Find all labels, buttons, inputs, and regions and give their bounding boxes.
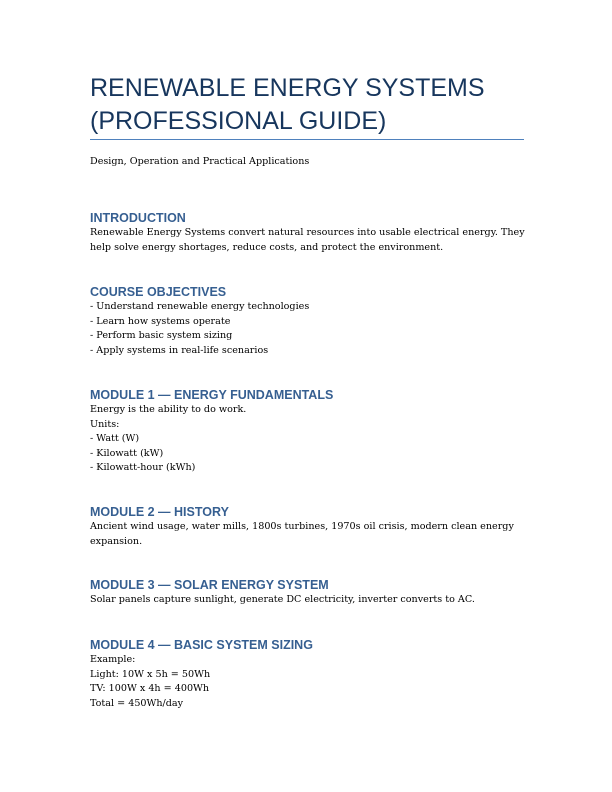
list-item: - Perform basic system sizing xyxy=(90,330,233,342)
section-module-4 xyxy=(90,637,520,711)
section-module-1 xyxy=(90,387,520,476)
list-item: - Learn how systems operate xyxy=(90,315,231,327)
body-line: Total = 450Wh/day xyxy=(90,697,184,709)
body-line: Units: xyxy=(90,418,120,430)
section-heading: COURSE OBJECTIVES xyxy=(90,285,227,299)
section-body xyxy=(90,226,525,255)
section-body xyxy=(90,653,520,711)
section-heading: MODULE 2 — HISTORY xyxy=(90,505,229,519)
section-heading: MODULE 3 — SOLAR ENERGY SYSTEM xyxy=(90,578,329,592)
body-line: Example: xyxy=(90,654,136,665)
section-module-2 xyxy=(90,504,520,549)
body-line: Ancient wind usage, water mills, 1800s turbines, 1970s oil crisis, modern clean energy xyxy=(90,521,514,532)
section-heading: INTRODUCTION xyxy=(90,211,186,225)
body-line: Renewable Energy Systems convert natural resources into usable electrical energy. They xyxy=(90,227,525,238)
list-item: - Watt (W) xyxy=(90,433,140,445)
section-introduction xyxy=(90,210,525,255)
list-item: - Kilowatt-hour (kWh) xyxy=(90,462,196,474)
body-line: Energy is the ability to do work. xyxy=(90,404,247,415)
body-line: Solar panels capture sunlight, generate DC electricity, inverter converts to AC. xyxy=(90,594,475,605)
document-title-line: (PROFESSIONAL GUIDE) xyxy=(90,107,387,135)
body-line: expansion. xyxy=(90,535,143,547)
list-item: - Understand renewable energy technologies xyxy=(90,301,310,312)
section-body xyxy=(90,403,520,476)
title-underline-rule xyxy=(90,139,524,140)
section-course-objectives xyxy=(90,284,520,358)
document-title-line: RENEWABLE ENERGY SYSTEMS xyxy=(90,74,485,102)
section-body xyxy=(90,593,520,608)
body-line: Light: 10W x 5h = 50Wh xyxy=(90,668,211,680)
list-item: - Apply systems in real-life scenarios xyxy=(90,344,269,356)
list-item: - Kilowatt (kW) xyxy=(90,447,164,459)
body-line: TV: 100W x 4h = 400Wh xyxy=(90,683,210,695)
section-body xyxy=(90,520,520,549)
objectives-list xyxy=(90,300,520,358)
section-heading: MODULE 1 — ENERGY FUNDAMENTALS xyxy=(90,388,334,402)
section-module-3 xyxy=(90,577,520,608)
body-line: help solve energy shortages, reduce costs, and protect the environment. xyxy=(90,241,444,253)
section-heading: MODULE 4 — BASIC SYSTEM SIZING xyxy=(90,638,313,652)
document-title xyxy=(90,72,530,138)
document-subtitle: Design, Operation and Practical Applications xyxy=(90,156,310,167)
